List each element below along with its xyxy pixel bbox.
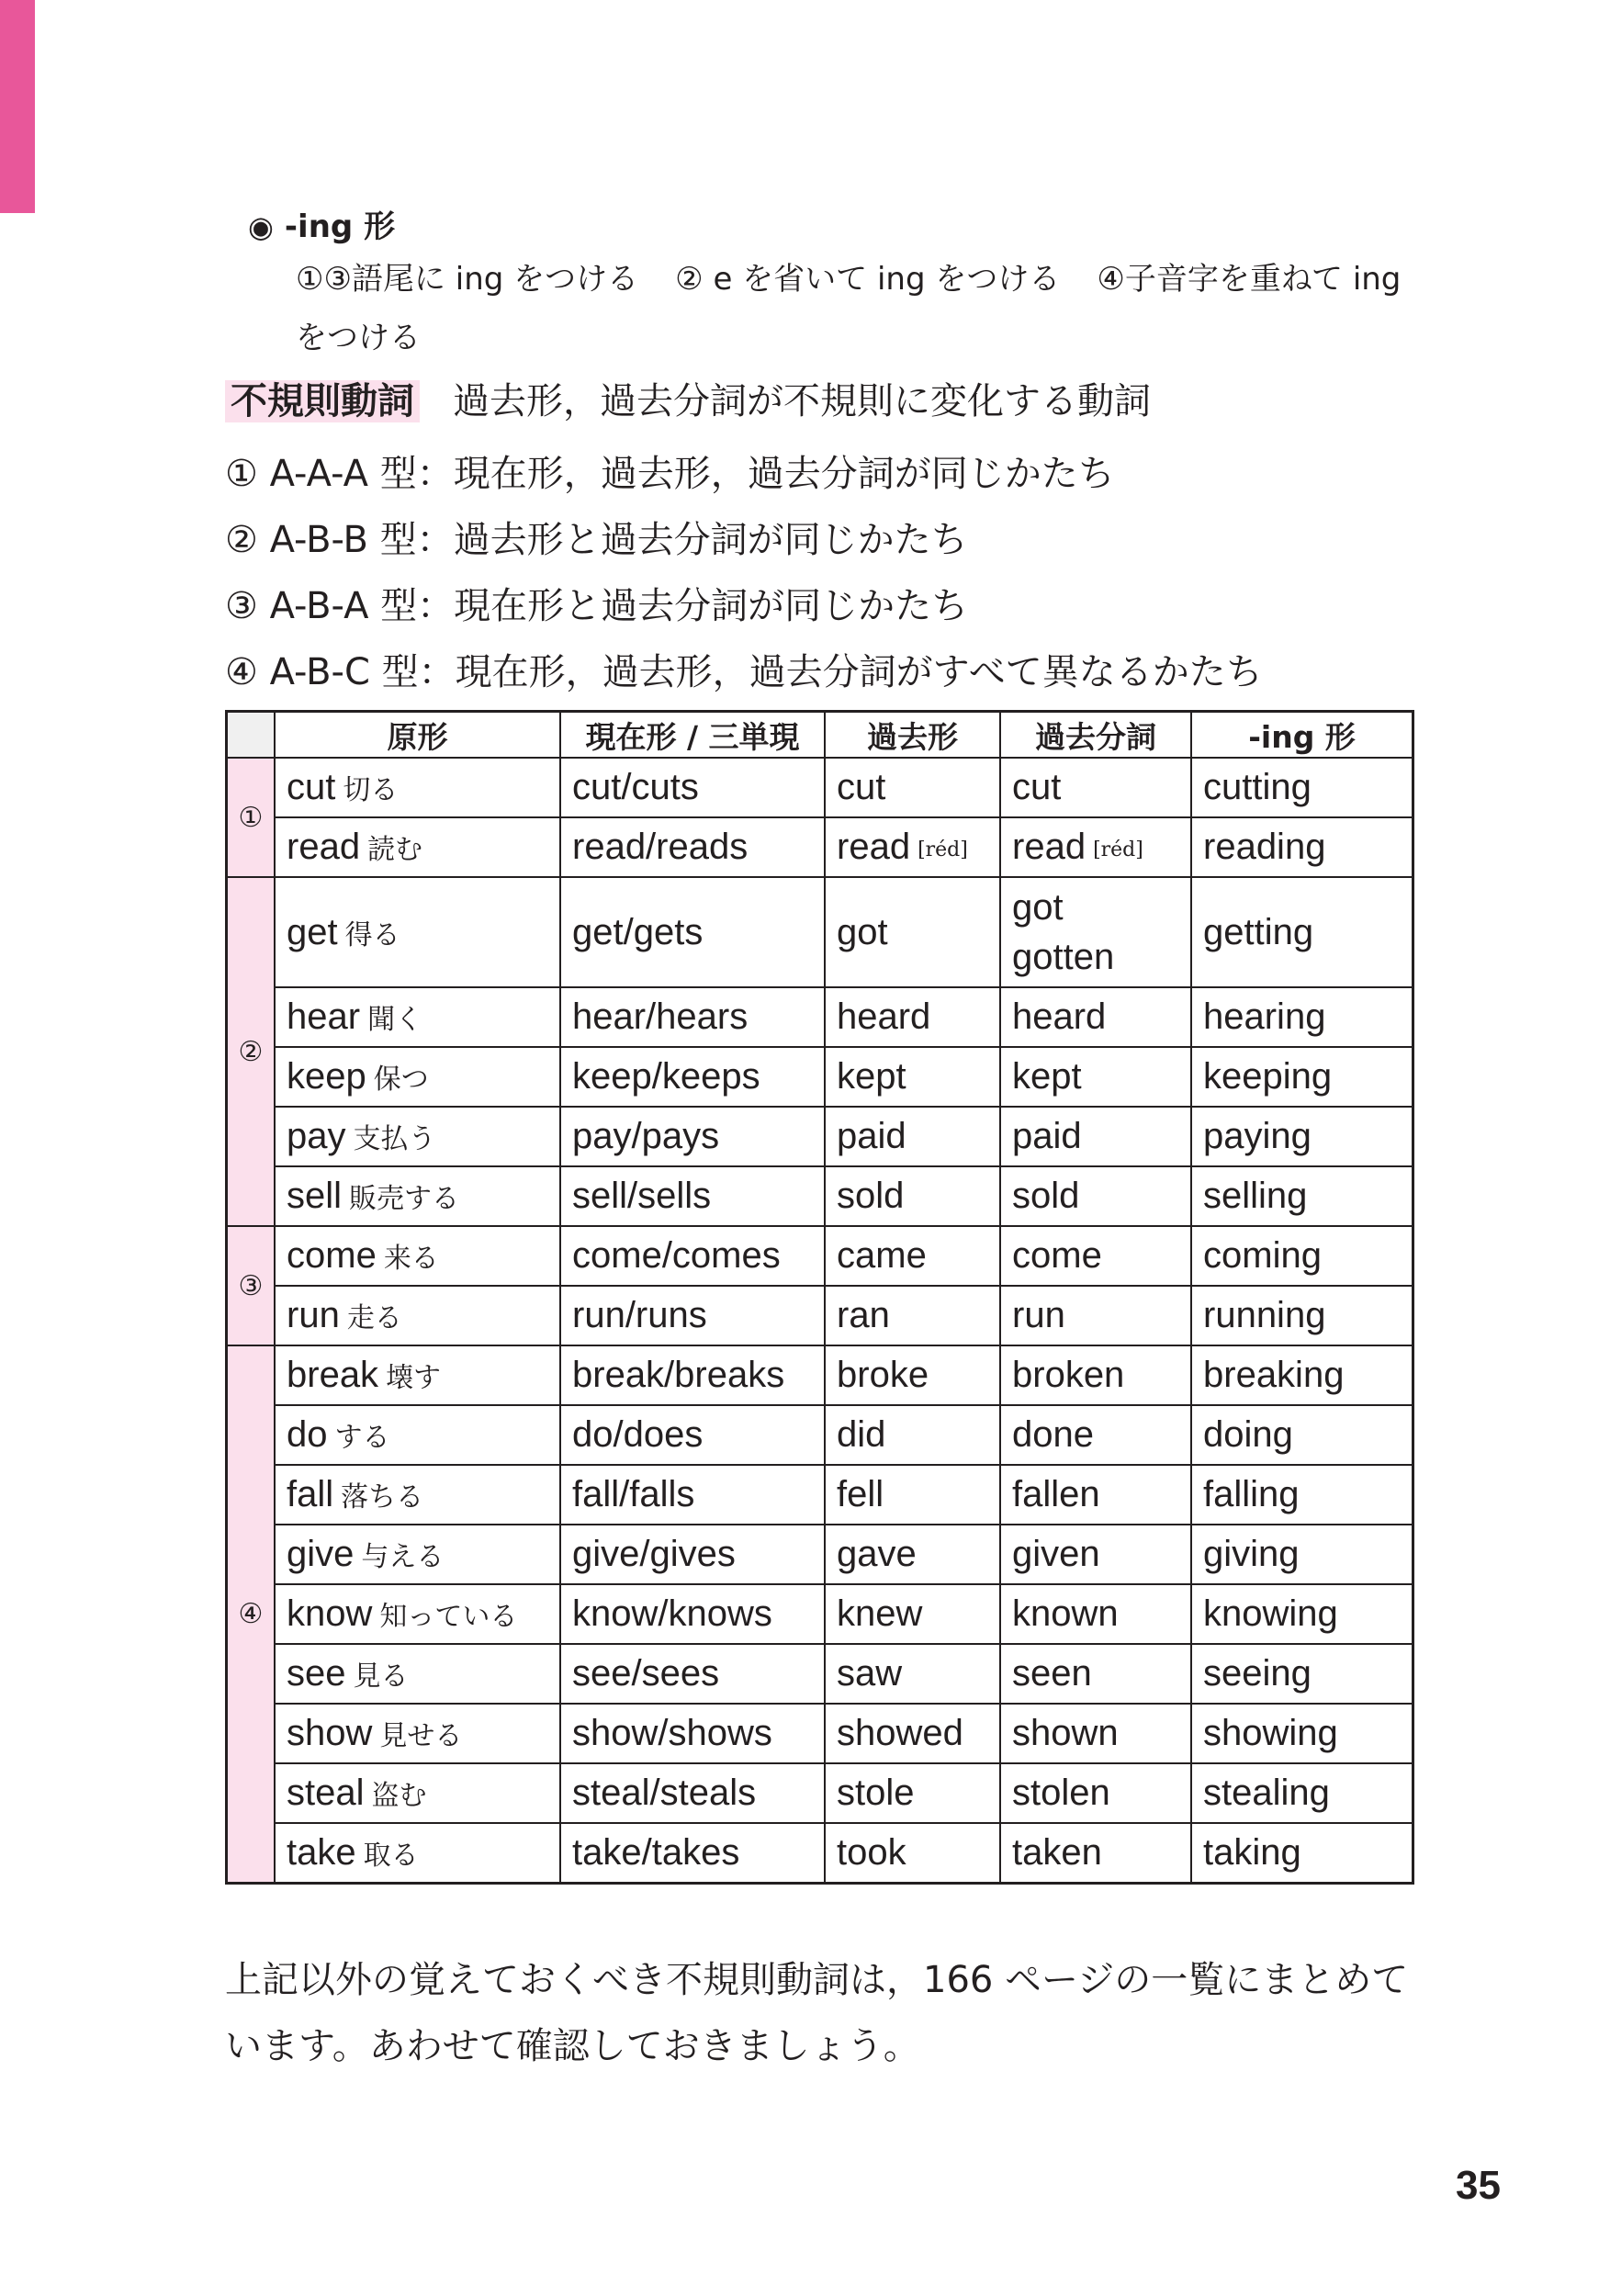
past-form: got — [837, 911, 888, 952]
past-form: came — [837, 1235, 927, 1276]
pp-form: known — [1012, 1593, 1119, 1634]
pp-form: cut — [1012, 767, 1062, 807]
group-label: ② — [227, 877, 276, 1226]
cell-base-form — [275, 987, 560, 1047]
japanese-meaning: 支払う — [353, 1123, 436, 1155]
table-row — [227, 1226, 1413, 1286]
pronunciation: [réd] — [918, 838, 968, 861]
irregular-verb-heading — [225, 372, 1151, 431]
cell-present: get/gets — [560, 877, 825, 987]
table-row — [227, 1405, 1413, 1465]
base-verb: steal — [287, 1773, 365, 1813]
cell-present: know/knows — [560, 1584, 825, 1644]
japanese-meaning: 取る — [363, 1840, 419, 1872]
verb-pattern-item: ② A-B-B 型：過去形と過去分詞が同じかたち — [225, 519, 968, 561]
japanese-meaning: 知っている — [379, 1601, 518, 1633]
cell-past-participle — [1000, 758, 1191, 817]
cell-present: cut/cuts — [560, 758, 825, 817]
japanese-meaning: 見せる — [379, 1720, 463, 1752]
cell-ing-form: breaking — [1191, 1345, 1413, 1405]
cell-base-form — [275, 817, 560, 877]
cell-past — [825, 1763, 1000, 1823]
cell-base-form — [275, 1047, 560, 1107]
cell-present: keep/keeps — [560, 1047, 825, 1107]
table-row — [227, 1644, 1413, 1704]
pp-form: broken — [1012, 1355, 1125, 1395]
cell-past-participle — [1000, 1823, 1191, 1884]
base-verb: do — [287, 1414, 328, 1455]
cell-present: run/runs — [560, 1286, 825, 1345]
cell-base-form — [275, 1405, 560, 1465]
cell-past-participle — [1000, 987, 1191, 1047]
base-verb: run — [287, 1295, 340, 1335]
cell-past-participle — [1000, 1644, 1191, 1704]
base-verb: pay — [287, 1116, 346, 1156]
cell-past — [825, 1166, 1000, 1226]
cell-ing-form: cutting — [1191, 758, 1413, 817]
table-row — [227, 1166, 1413, 1226]
base-verb: fall — [287, 1474, 334, 1514]
table-row — [227, 1465, 1413, 1525]
ing-form-title: -ing 形 — [284, 208, 396, 245]
base-verb: read — [287, 827, 361, 867]
table-row — [227, 877, 1413, 987]
ing-rule: ④子音字を重ねて ing をつける — [296, 261, 1402, 356]
cell-ing-form: giving — [1191, 1525, 1413, 1584]
header-base-form: 原形 — [275, 712, 560, 759]
cell-past — [825, 817, 1000, 877]
cell-ing-form: falling — [1191, 1465, 1413, 1525]
pp-form: done — [1012, 1414, 1094, 1455]
cell-ing-form: getting — [1191, 877, 1413, 987]
cell-present: steal/steals — [560, 1763, 825, 1823]
base-verb: break — [287, 1355, 379, 1395]
cell-base-form — [275, 1345, 560, 1405]
past-form: took — [837, 1832, 906, 1873]
ing-rule: ①③語尾に ing をつける — [296, 261, 639, 298]
cell-present: give/gives — [560, 1525, 825, 1584]
cell-past — [825, 1107, 1000, 1166]
base-verb: sell — [287, 1176, 343, 1216]
cell-base-form — [275, 1704, 560, 1763]
past-form: knew — [837, 1593, 923, 1634]
japanese-meaning: 見る — [353, 1660, 409, 1693]
cell-ing-form: seeing — [1191, 1644, 1413, 1704]
japanese-meaning: 落ちる — [341, 1481, 424, 1514]
base-verb: come — [287, 1235, 377, 1276]
past-form: cut — [837, 767, 886, 807]
bullet-icon: ◉ — [248, 209, 274, 244]
cell-past-participle — [1000, 817, 1191, 877]
cell-base-form — [275, 1584, 560, 1644]
cell-past — [825, 1823, 1000, 1884]
cell-past — [825, 1345, 1000, 1405]
ing-form-heading — [248, 204, 1442, 250]
cell-past — [825, 1286, 1000, 1345]
pp-form: come — [1012, 1235, 1102, 1276]
cell-ing-form: doing — [1191, 1405, 1413, 1465]
pp-form: stolen — [1012, 1773, 1110, 1813]
cell-present: fall/falls — [560, 1465, 825, 1525]
japanese-meaning: 聞く — [367, 1004, 423, 1036]
pp-form: kept — [1012, 1056, 1082, 1097]
cell-base-form — [275, 1525, 560, 1584]
japanese-meaning: 盗む — [371, 1780, 427, 1812]
cell-ing-form: running — [1191, 1286, 1413, 1345]
table-header-row — [227, 712, 1413, 759]
ing-form-section — [248, 204, 1442, 367]
table-body — [227, 758, 1413, 1884]
japanese-meaning: 来る — [383, 1243, 439, 1275]
verb-pattern-item: ③ A-B-A 型：現在形と過去分詞が同じかたち — [225, 585, 969, 627]
table-row — [227, 1704, 1413, 1763]
cell-present: see/sees — [560, 1644, 825, 1704]
cell-ing-form: knowing — [1191, 1584, 1413, 1644]
past-form: ran — [837, 1295, 890, 1335]
cell-past-participle — [1000, 1047, 1191, 1107]
past-form: gave — [837, 1534, 917, 1574]
header-ing-form: -ing 形 — [1191, 712, 1413, 759]
verb-pattern-item: ④ A-B-C 型：現在形，過去形，過去分詞がすべて異なるかたち — [225, 651, 1263, 693]
cell-base-form — [275, 1763, 560, 1823]
base-verb: hear — [287, 996, 361, 1037]
cell-past — [825, 877, 1000, 987]
japanese-meaning: 壊す — [386, 1362, 442, 1394]
cell-past-participle — [1000, 1226, 1191, 1286]
cell-past-participle — [1000, 1405, 1191, 1465]
base-verb: get — [287, 911, 338, 952]
irregular-verb-table — [225, 710, 1414, 1885]
base-verb: cut — [287, 767, 336, 807]
cell-ing-form: stealing — [1191, 1763, 1413, 1823]
pp-form-alt: gotten — [1012, 937, 1115, 977]
cell-ing-form: showing — [1191, 1704, 1413, 1763]
cell-base-form — [275, 1465, 560, 1525]
japanese-meaning: する — [334, 1422, 390, 1454]
pp-form: run — [1012, 1295, 1065, 1335]
cell-past — [825, 1226, 1000, 1286]
header-past-participle: 過去分詞 — [1000, 712, 1191, 759]
japanese-meaning: 読む — [367, 834, 423, 866]
past-form: sold — [837, 1176, 905, 1216]
cell-past — [825, 1465, 1000, 1525]
page-number: 35 — [1456, 2163, 1501, 2208]
cell-base-form — [275, 1644, 560, 1704]
japanese-meaning: 販売する — [349, 1183, 460, 1215]
past-form: kept — [837, 1056, 906, 1097]
cell-present: take/takes — [560, 1823, 825, 1884]
group-label: ① — [227, 758, 276, 877]
cell-present: show/shows — [560, 1704, 825, 1763]
cell-base-form — [275, 1823, 560, 1884]
cell-present: read/reads — [560, 817, 825, 877]
cell-base-form — [275, 1107, 560, 1166]
group-label: ③ — [227, 1226, 276, 1345]
table-row — [227, 758, 1413, 817]
cell-past — [825, 1704, 1000, 1763]
verb-pattern-item: ① A-A-A 型：現在形，過去形，過去分詞が同じかたち — [225, 453, 1115, 495]
cell-past-participle — [1000, 1465, 1191, 1525]
cell-past — [825, 987, 1000, 1047]
cell-ing-form: reading — [1191, 817, 1413, 877]
cell-past-participle — [1000, 1704, 1191, 1763]
footer-note: 上記以外の覚えておくべき不規則動詞は，166 ページの一覧にまとめています。あわせて確認しておきましょう。 — [225, 1959, 1409, 2067]
cell-past-participle — [1000, 1286, 1191, 1345]
irregular-verb-tag: 不規則動詞 — [225, 380, 420, 422]
table-row — [227, 817, 1413, 877]
ing-form-rules — [296, 250, 1425, 367]
past-form: showed — [837, 1713, 963, 1753]
table-row — [227, 1763, 1413, 1823]
japanese-meaning: 保つ — [373, 1064, 429, 1096]
pp-form: fallen — [1012, 1474, 1100, 1514]
cell-present: pay/pays — [560, 1107, 825, 1166]
cell-past — [825, 1525, 1000, 1584]
verb-pattern-list — [225, 441, 1263, 705]
cell-past — [825, 1584, 1000, 1644]
cell-past-participle — [1000, 1107, 1191, 1166]
cell-base-form — [275, 1286, 560, 1345]
cell-ing-form: keeping — [1191, 1047, 1413, 1107]
table-row — [227, 1823, 1413, 1884]
table-row — [227, 987, 1413, 1047]
past-form: saw — [837, 1653, 903, 1694]
cell-present: come/comes — [560, 1226, 825, 1286]
cell-past — [825, 1047, 1000, 1107]
pp-form: seen — [1012, 1653, 1092, 1694]
pp-form: taken — [1012, 1832, 1102, 1873]
cell-past-participle — [1000, 877, 1191, 987]
pronunciation: [réd] — [1093, 838, 1143, 861]
cell-past-participle — [1000, 1166, 1191, 1226]
table-row — [227, 1525, 1413, 1584]
cell-past-participle — [1000, 1584, 1191, 1644]
pp-form: read — [1012, 827, 1086, 867]
table-row — [227, 1345, 1413, 1405]
past-form: heard — [837, 996, 931, 1037]
base-verb: see — [287, 1653, 346, 1694]
japanese-meaning: 走る — [346, 1302, 402, 1334]
pp-form: shown — [1012, 1713, 1119, 1753]
table-row — [227, 1047, 1413, 1107]
cell-present: sell/sells — [560, 1166, 825, 1226]
cell-ing-form: selling — [1191, 1166, 1413, 1226]
table-row — [227, 1107, 1413, 1166]
table-row — [227, 1286, 1413, 1345]
pp-form: sold — [1012, 1176, 1080, 1216]
cell-past — [825, 758, 1000, 817]
cell-ing-form: paying — [1191, 1107, 1413, 1166]
base-verb: give — [287, 1534, 355, 1574]
past-form: read — [837, 827, 911, 867]
pp-form: got — [1012, 887, 1064, 928]
header-present: 現在形 / 三単現 — [560, 712, 825, 759]
cell-present: break/breaks — [560, 1345, 825, 1405]
cell-base-form — [275, 758, 560, 817]
pp-form: heard — [1012, 996, 1107, 1037]
cell-present: do/does — [560, 1405, 825, 1465]
cell-base-form — [275, 877, 560, 987]
past-form: stole — [837, 1773, 915, 1813]
cell-ing-form: coming — [1191, 1226, 1413, 1286]
cell-past-participle — [1000, 1525, 1191, 1584]
pp-form: given — [1012, 1534, 1100, 1574]
header-past: 過去形 — [825, 712, 1000, 759]
group-label: ④ — [227, 1345, 276, 1884]
japanese-meaning: 与える — [361, 1541, 445, 1573]
cell-past — [825, 1644, 1000, 1704]
past-form: paid — [837, 1116, 906, 1156]
base-verb: know — [287, 1593, 373, 1634]
base-verb: take — [287, 1832, 356, 1873]
cell-ing-form: taking — [1191, 1823, 1413, 1884]
past-form: did — [837, 1414, 886, 1455]
cell-ing-form: hearing — [1191, 987, 1413, 1047]
cell-past — [825, 1405, 1000, 1465]
table-row — [227, 1584, 1413, 1644]
past-form: fell — [837, 1474, 884, 1514]
irregular-verb-definition: 過去形，過去分詞が不規則に変化する動詞 — [453, 380, 1151, 422]
japanese-meaning: 得る — [344, 918, 400, 951]
pp-form: paid — [1012, 1116, 1082, 1156]
header-group — [227, 712, 276, 759]
past-form: broke — [837, 1355, 929, 1395]
base-verb: show — [287, 1713, 373, 1753]
ing-rule: ② e を省いて ing をつける — [675, 261, 1061, 298]
page-edge-tab — [0, 0, 35, 213]
cell-past-participle — [1000, 1345, 1191, 1405]
cell-base-form — [275, 1226, 560, 1286]
cell-past-participle — [1000, 1763, 1191, 1823]
base-verb: keep — [287, 1056, 366, 1097]
cell-base-form — [275, 1166, 560, 1226]
japanese-meaning: 切る — [343, 774, 399, 806]
cell-present: hear/hears — [560, 987, 825, 1047]
